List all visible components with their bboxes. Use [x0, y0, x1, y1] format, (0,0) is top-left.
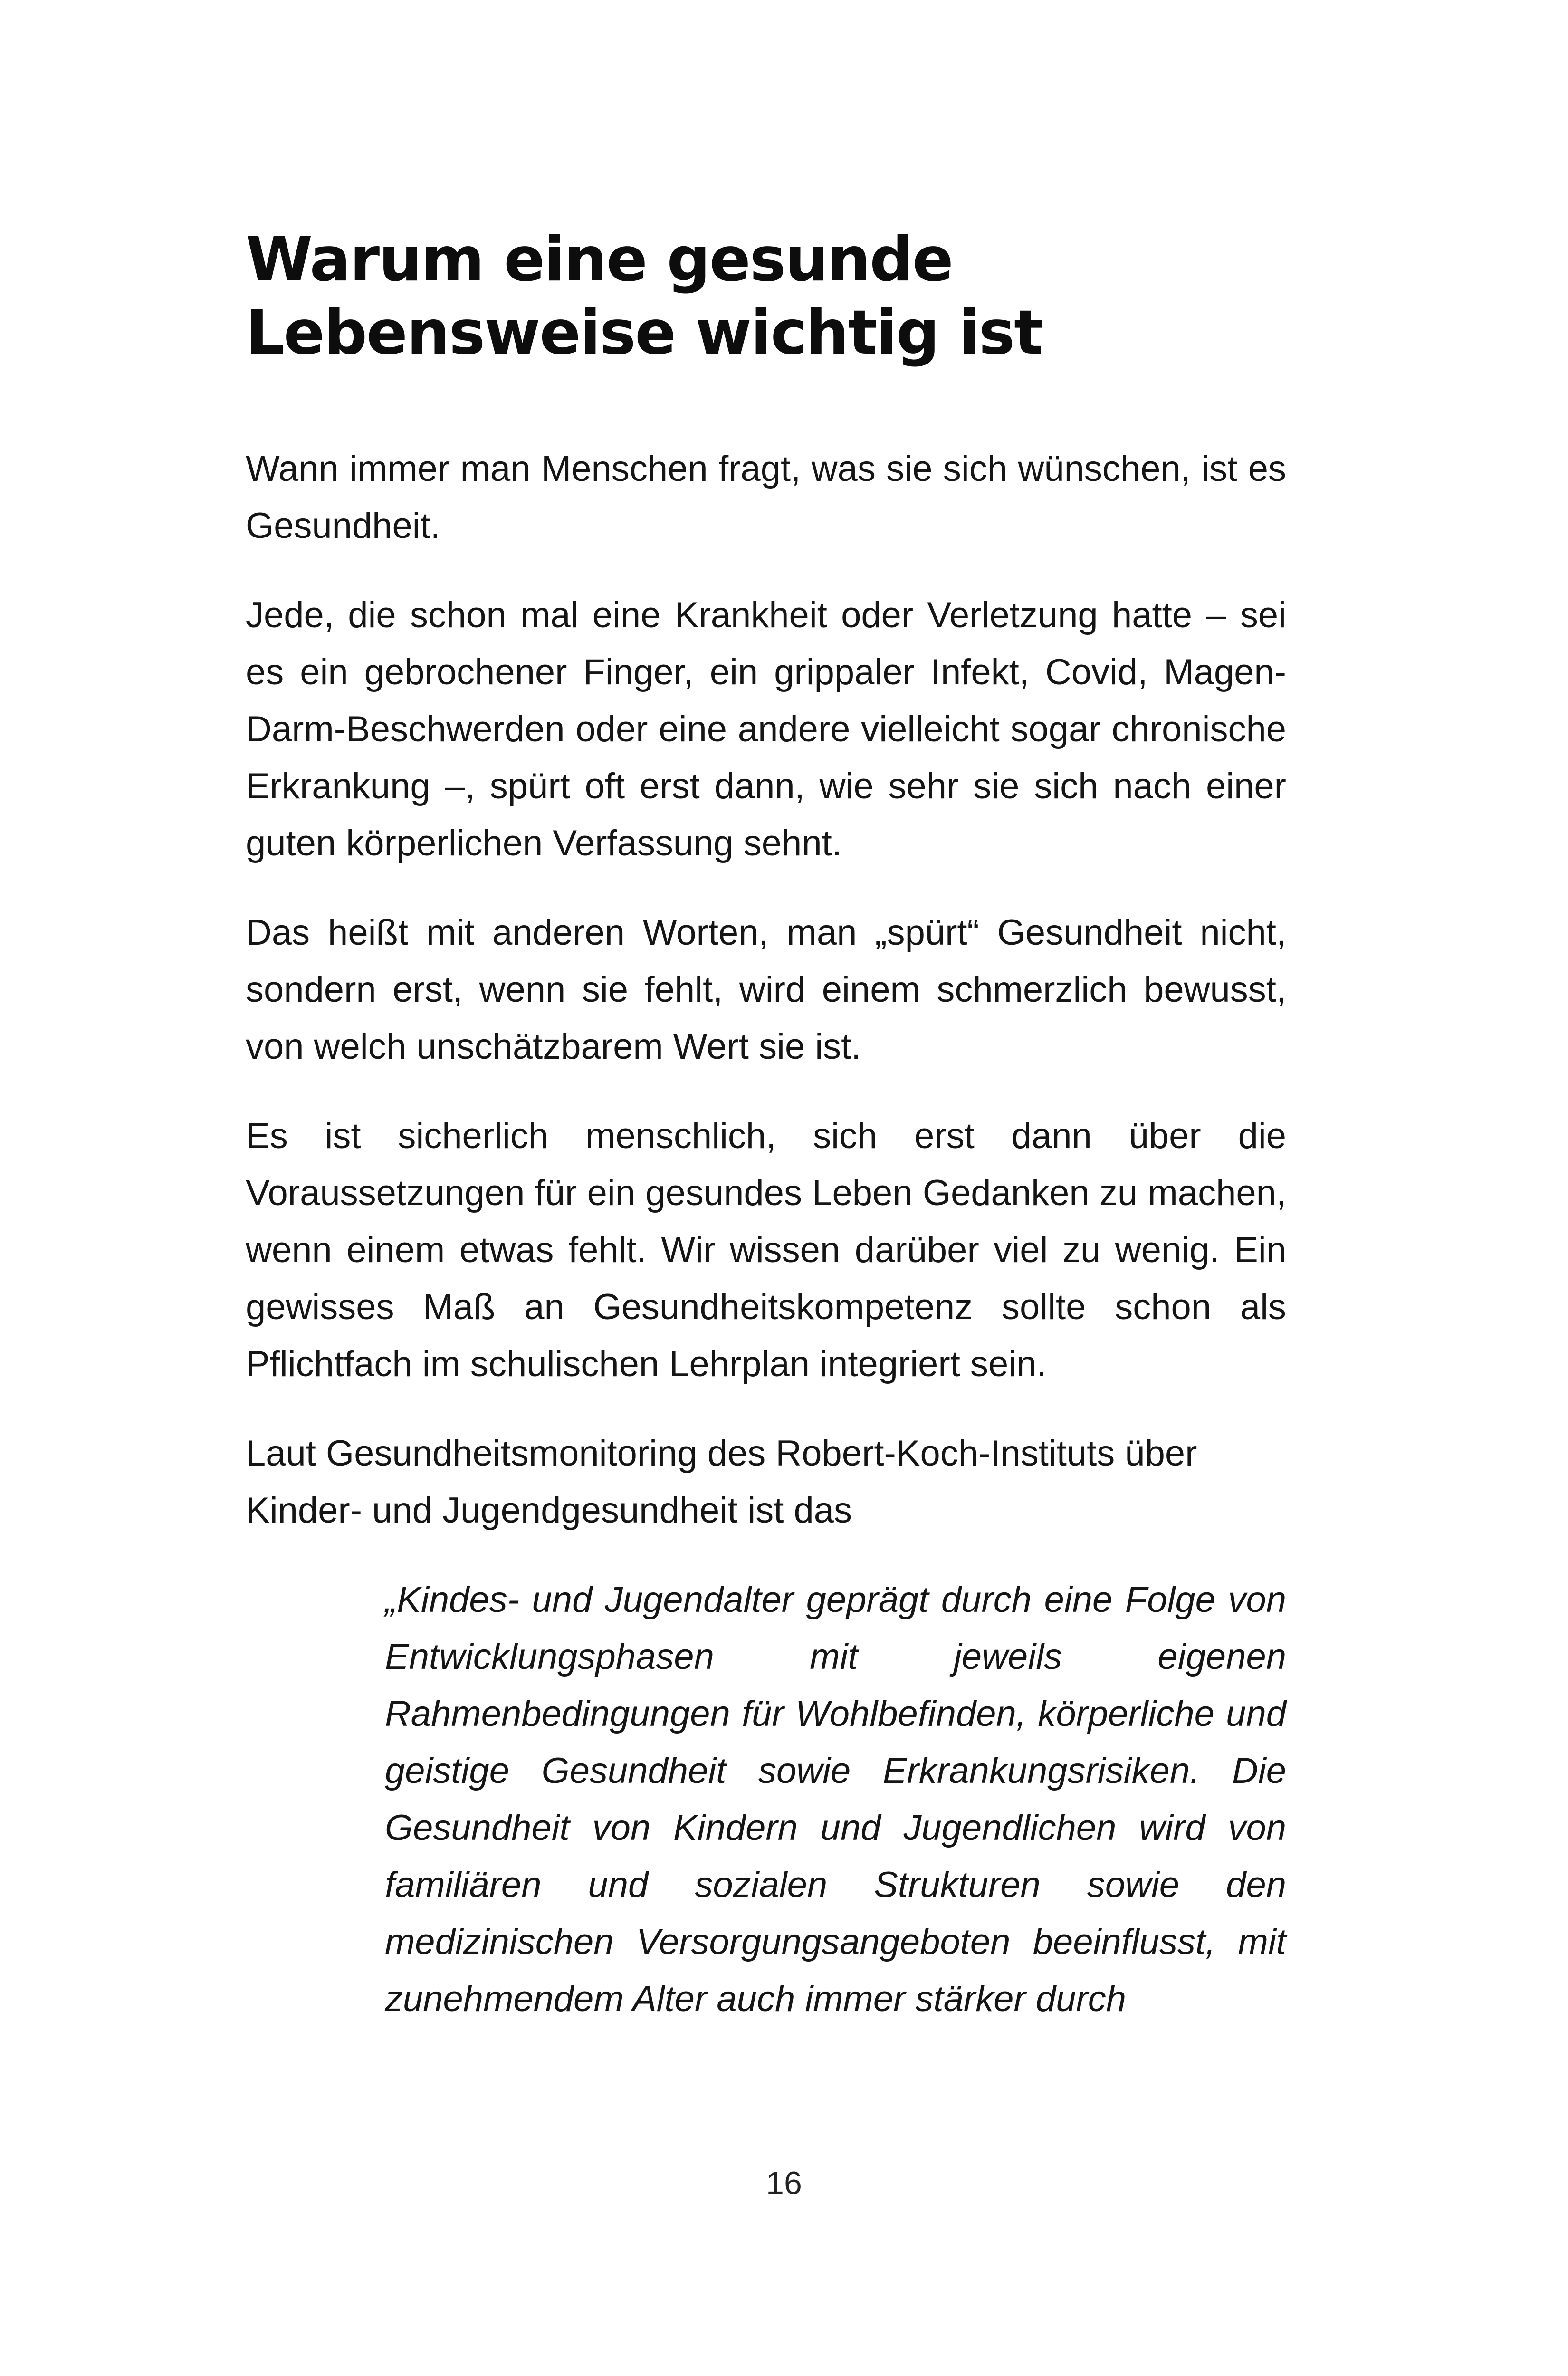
- page-number: 16: [766, 2165, 802, 2201]
- paragraph-4: Es ist sicherlich menschlich, sich erst dann über die Voraussetzungen für ein gesundes Leben Gedanken zu machen, wenn einem etwas fehlt. Wir wissen darüber viel zu wenig. Ein gewisses Maß an Gesundheitskompetenz sollte schon als Pflichtfach im schulischen Lehrplan integriert sein.: [246, 1116, 1286, 1385]
- paragraph-5: Laut Gesundheitsmonitoring des Robert-Koch-Instituts über Kinder- und Jugendgesundheit ist das: [246, 1433, 1197, 1531]
- chapter-title: [246, 223, 1286, 369]
- chapter-title-line-1: Warum eine gesunde: [246, 224, 953, 295]
- paragraph-1: Wann immer man Menschen fragt, was sie sich wünschen, ist es Gesundheit.: [246, 449, 1286, 546]
- paragraph-3: Das heißt mit anderen Worten, man „spürt“ Gesundheit nicht, sondern erst, wenn sie fehlt, wird einem schmerzlich bewusst, von welch unschätzbarem Wert sie ist.: [246, 912, 1286, 1067]
- paragraph-2: Jede, die schon mal eine Krankheit oder Verletzung hatte – sei es ein gebrochener Finger, ein grippaler Infekt, Covid, Magen-Darm-Beschwerden oder eine andere vielleicht sogar chronische Erkrankung –, spürt oft erst dann, wie sehr sie sich nach einer guten körperlichen Verfassung sehnt.: [246, 595, 1286, 864]
- page-content: [246, 223, 1286, 2028]
- block-quote: „Kindes- und Jugendalter geprägt durch eine Folge von Entwicklungsphasen mit jeweils eigenen Rahmenbedingungen für Wohlbefinden, körperliche und geistige Gesundheit sowie Erkrankungsrisiken. Die Gesundheit von Kindern und Jugendlichen wird von familiären und sozialen Strukturen sowie den medizinischen Versorgungsangeboten beeinflusst, mit zunehmendem Alter auch immer stärker durch: [385, 1580, 1286, 2020]
- chapter-title-line-2: Lebensweise wichtig ist: [246, 297, 1042, 368]
